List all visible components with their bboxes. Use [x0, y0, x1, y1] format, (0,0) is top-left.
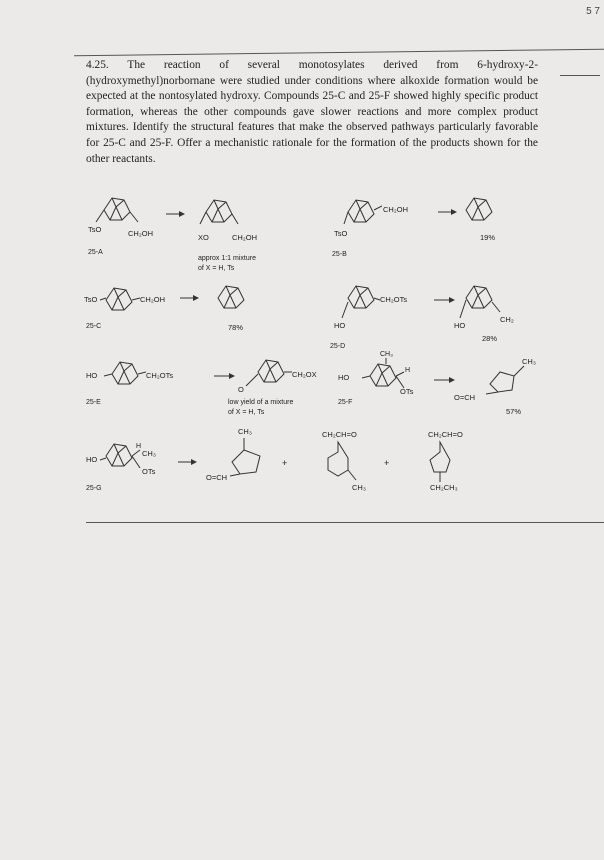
yield-b: 19% [480, 233, 496, 242]
structure-25D [330, 286, 407, 350]
yield-f: 57% [506, 407, 522, 416]
structure-25C [84, 288, 165, 330]
problem-number: 4.25. [86, 59, 109, 71]
structure-25A [88, 198, 153, 256]
label-ch2cho: CH₂CH=O [322, 430, 357, 439]
label-ots: OTs [142, 467, 156, 476]
label-ch3: CH₃ [238, 427, 252, 436]
label-ch2oh: CH₂OH [140, 295, 165, 304]
label-ch2ots: CH₂OTs [380, 295, 408, 304]
compound-25F: 25-F [338, 399, 353, 406]
label-o: O [238, 385, 244, 394]
label-ho: HO [86, 455, 98, 464]
yield-d: 28% [482, 334, 498, 343]
product-g1 [206, 427, 260, 482]
note-x: of X = H, Ts [228, 409, 265, 416]
label-ch3: CH₃ [142, 449, 156, 458]
product-g2 [322, 430, 366, 492]
label-ch2cho: CH₂CH=O [428, 430, 463, 439]
label-ho: HO [334, 321, 346, 330]
label-tso: TsO [84, 295, 98, 304]
page-number: 5 7 [586, 6, 600, 17]
note-low-yield: low yield of a mixture [228, 399, 294, 406]
product-d [454, 286, 514, 343]
label-ocho: O=CH [206, 473, 228, 482]
compound-25A: 25-A [88, 249, 103, 256]
note-mixture: approx 1:1 mixture [198, 255, 256, 262]
yield-c: 78% [228, 323, 244, 332]
note-x: of X = H, Ts [198, 265, 235, 272]
product-g3 [428, 430, 463, 492]
problem-body: The reaction of several monotosylates derived from 6-hydroxy-2-(hydroxymethyl)norbornane were studied under conditions where alkoxide formation would be expected at the nontosylated hydroxy. Compounds 25-C and 25-F showed highly specific product formation, whereas the other compounds gave slower reactions and more complex product mixtures. Identify the structural features that make the observed pathways particularly favorable for 25-C and 25-F. Offer a mechanistic rationale for the formation of the products shown for the other reactants. [86, 59, 538, 165]
label-ots: OTs [400, 387, 414, 396]
label-h: H [136, 443, 142, 450]
product-c [218, 286, 244, 332]
plus-sign: + [384, 458, 390, 468]
label-ch2oh: CH₂OH [128, 229, 153, 238]
plus-sign: + [282, 458, 288, 468]
compound-25D: 25-D [330, 343, 346, 350]
bottom-rule [86, 522, 604, 523]
label-ch2oh: CH₂OH [232, 233, 257, 242]
label-ho: HO [338, 373, 350, 382]
structure-25B [332, 200, 408, 258]
label-ch2oh: CH₂OH [383, 205, 408, 214]
product-e [228, 360, 317, 416]
label-ch3: CH₃ [522, 357, 536, 366]
compound-25C: 25-C [86, 323, 102, 330]
label-tso: TsO [88, 225, 102, 234]
label-ho: HO [86, 371, 98, 380]
label-ocho: O=CH [454, 393, 476, 402]
label-ch2: CH₂ [500, 315, 514, 324]
compound-25G: 25-G [86, 485, 102, 492]
structure-25E [86, 362, 173, 406]
product-b [466, 198, 495, 242]
label-ch2ots: CH₂OTs [146, 371, 174, 380]
structure-25F [338, 351, 414, 406]
label-ch3: CH₃ [380, 351, 393, 358]
label-h: H [405, 367, 411, 374]
product-f [454, 357, 536, 416]
label-ch2ch3: CH₂CH₃ [430, 483, 458, 492]
label-ho: HO [454, 321, 466, 330]
product-a [198, 200, 257, 272]
compound-25B: 25-B [332, 251, 347, 258]
label-ch3: CH₃ [352, 483, 366, 492]
label-ch2ox: CH₂OX [292, 370, 317, 379]
compound-25E: 25-E [86, 399, 101, 406]
label-xo: XO [198, 233, 209, 242]
label-tso: TsO [334, 229, 348, 238]
structure-25G [86, 443, 156, 492]
